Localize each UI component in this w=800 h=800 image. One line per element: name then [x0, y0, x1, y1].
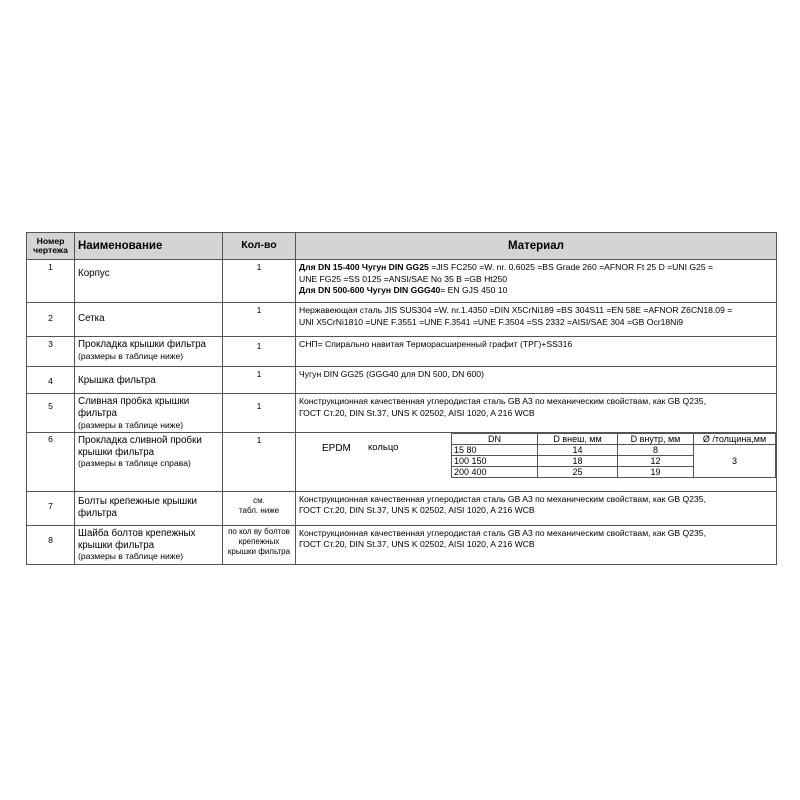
table-row: [27, 525, 777, 564]
row-num: 4: [27, 367, 75, 394]
table-row: [27, 394, 777, 433]
name-subtext: (размеры в таблице справа): [78, 458, 191, 469]
row-name: [75, 394, 223, 433]
row-num: 8: [27, 525, 75, 564]
material-text: ГОСТ Ст.20, DIN St.37, UNS K 02502, AISI 1020, A 216 WCB: [299, 505, 535, 516]
row-name: Сетка: [75, 303, 223, 337]
row-num: 1: [27, 260, 75, 303]
row-qty: 1: [223, 432, 296, 491]
sub-cell-thickness: 3: [694, 444, 776, 477]
row-qty: 1: [223, 367, 296, 394]
table-row: [27, 432, 777, 491]
name-text: Корпус: [78, 268, 110, 279]
row-material: [296, 394, 777, 433]
table-row: [27, 367, 777, 394]
sub-cell: 25: [538, 466, 618, 477]
name-text: Прокладка крышки фильтра: [78, 339, 206, 350]
row-qty: 1: [223, 260, 296, 303]
name-text: Сливная пробка крышки фильтра: [78, 396, 190, 419]
row-name: Крышка фильтра: [75, 367, 223, 394]
header-num: Номер чертежа: [27, 233, 75, 260]
material-text: UNE FG25 =SS 0125 =ANSI/SAE No 35 B =GB Ht250: [299, 273, 508, 284]
sub-cell-dn: 15 80: [452, 444, 538, 455]
epdm-label: EPDM: [322, 442, 351, 454]
sub-cell: 8: [618, 444, 694, 455]
row-name: [75, 337, 223, 367]
sub-cell-dn: 200 400: [452, 466, 538, 477]
row-qty: 1: [223, 337, 296, 367]
row-name: Болты крепежные крышки фильтра: [75, 491, 223, 525]
sub-header: DN: [452, 433, 538, 444]
gasket-size-table: [451, 433, 776, 478]
qty-text: крышки фильтра: [227, 546, 291, 556]
name-subtext: (размеры в таблице ниже): [78, 419, 184, 430]
row-material: [296, 525, 777, 564]
row-material: [296, 260, 777, 303]
row-material: [296, 303, 777, 337]
row-qty: [223, 491, 296, 525]
material-text: UNI X5CrNi1810 =UNE F.3551 =UNE F.3541 =UNE F.3504 =SS 2332 =AISI/SAE 304 =GB Ocr18Ni9: [299, 316, 684, 327]
header-row: [27, 233, 777, 260]
material-text: ГОСТ Ст.20, DIN St.37, UNS K 02502, AISI 1020, A 216 WCB: [299, 407, 535, 418]
row-qty: [223, 525, 296, 564]
material-text: =JIS FC250 =W. nr. 0.6025 =BS Grade 260 =AFNOR Ft 25 D =UNI G25 =: [428, 262, 714, 272]
row-material: СНП= Спирально навитая Терморасширенный графит (ТРГ)+SS316: [296, 337, 777, 367]
sub-cell: 18: [538, 455, 618, 466]
material-text: = EN GJS 450 10: [440, 285, 508, 296]
row-material: [296, 432, 777, 491]
material-text: ГОСТ Ст.20, DIN St.37, UNS K 02502, AISI 1020, A 216 WCB: [299, 539, 535, 550]
name-subtext: (размеры в таблице ниже): [78, 551, 184, 562]
material-text: Нержавеющая сталь JIS SUS304 =W. nr.1.4350 =DIN X5CrNi189 =BS 304S11 =EN 58E =AFNOR Z6CN18.09 =: [299, 305, 733, 315]
table-row: [27, 260, 777, 303]
row-qty: 1: [223, 394, 296, 433]
qty-text: см.: [253, 495, 265, 505]
name-text: Прокладка сливной пробки крышки фильтра: [78, 434, 202, 458]
table-row: [27, 337, 777, 367]
header-qty: Кол-во: [223, 233, 296, 260]
qty-text: по кол ву болтов: [228, 526, 290, 536]
row-num: 6: [27, 432, 75, 491]
row-material: Чугун DIN GG25 (GGG40 для DN 500, DN 600): [296, 367, 777, 394]
qty-text: табл. ниже: [238, 505, 280, 515]
material-bold: Для DN 15-400 Чугун DIN GG25: [299, 262, 429, 272]
qty-text: крепежных: [238, 536, 280, 546]
ring-label: кольцо: [368, 441, 399, 453]
row-num: 2: [27, 303, 75, 337]
material-text: Конструкционная качественная углеродистая сталь GB A3 по механическим свойствам, как GB Q235,: [299, 493, 706, 504]
row-num: 3: [27, 337, 75, 367]
sub-header: D внутр, мм: [618, 433, 694, 444]
table-row: [27, 491, 777, 525]
row-name: [75, 525, 223, 564]
table-row: [27, 303, 777, 337]
sub-header: D внеш, мм: [538, 433, 618, 444]
row-material: [296, 491, 777, 525]
header-material: Материал: [296, 233, 777, 260]
row-name: [75, 260, 223, 303]
material-text: Конструкционная качественная углеродистая сталь GB A3 по механическим свойствам, как GB Q235,: [299, 527, 706, 538]
sub-cell: 14: [538, 444, 618, 455]
sub-cell: 12: [618, 455, 694, 466]
parts-table: [26, 232, 777, 565]
row-qty: 1: [223, 303, 296, 337]
sub-cell-dn: 100 150: [452, 455, 538, 466]
sub-cell: 19: [618, 466, 694, 477]
row-num: 5: [27, 394, 75, 433]
sub-header: Ø /толщина,мм: [694, 433, 776, 444]
material-text: Конструкционная качественная углеродистая сталь GB A3 по механическим свойствам, как GB Q235,: [299, 396, 706, 406]
row-num: 7: [27, 491, 75, 525]
sub-row: [452, 444, 776, 455]
row-name: [75, 432, 223, 491]
name-text: Шайба болтов крепежных крышки фильтра: [78, 527, 196, 551]
name-subtext: (размеры в таблице ниже): [78, 350, 184, 361]
sub-header-row: [452, 433, 776, 444]
material-bold: Для DN 500-600 Чугун DIN GGG40: [299, 285, 441, 296]
header-name: Наименование: [75, 233, 223, 260]
